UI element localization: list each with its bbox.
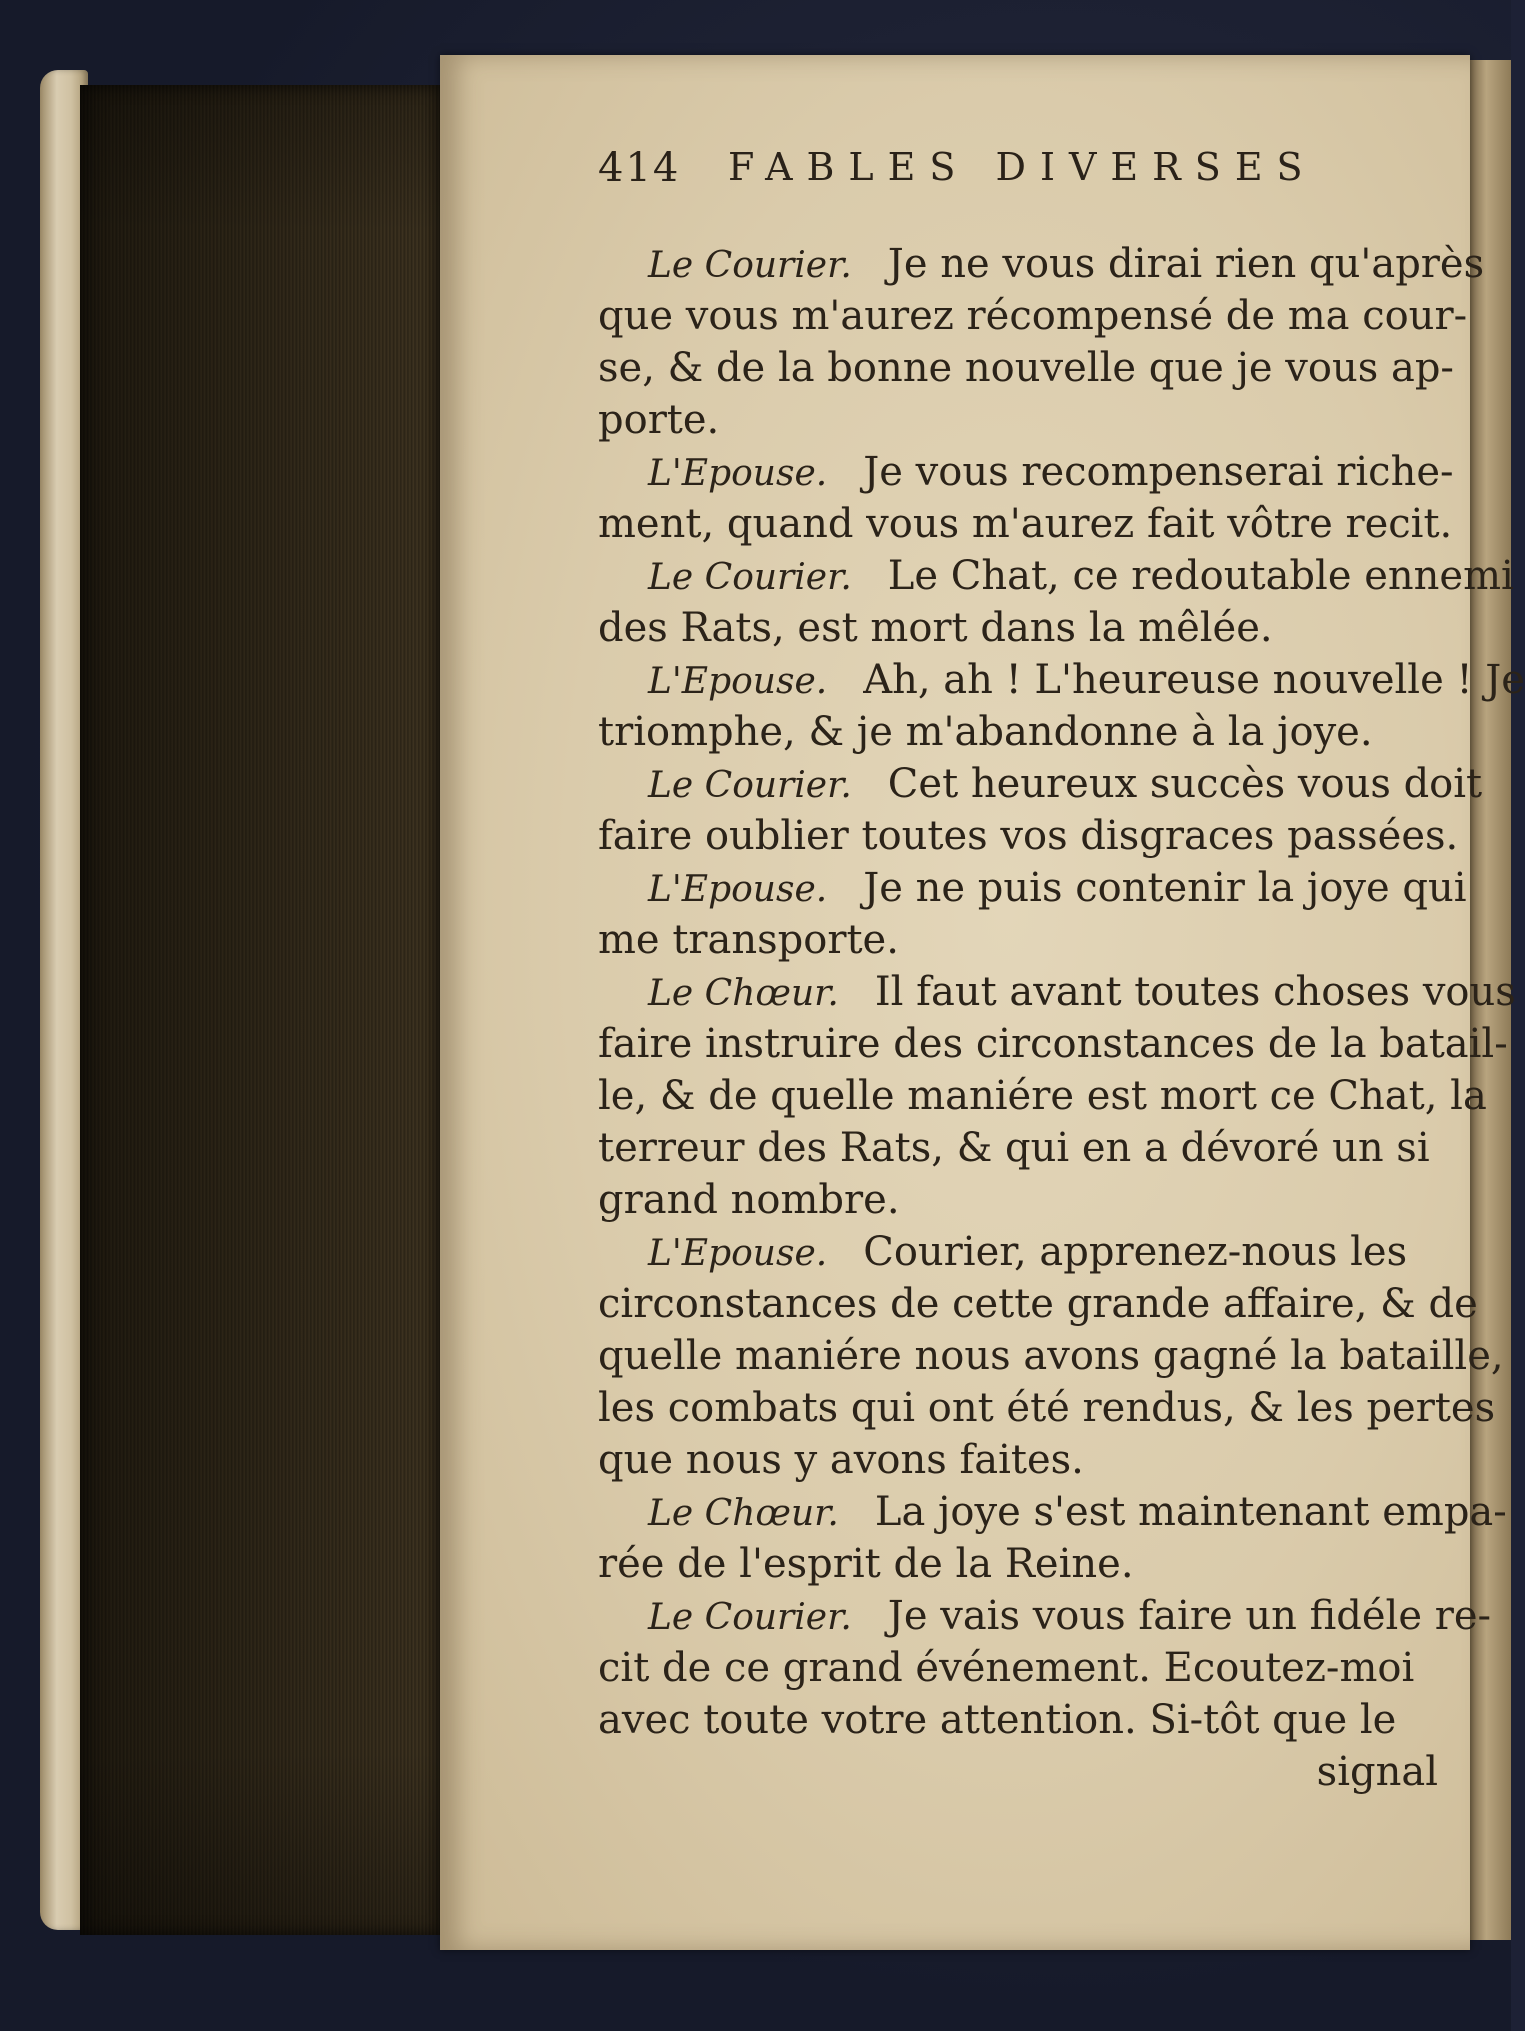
speaker-name: Le Chœur. [648, 973, 839, 1014]
line-text: Je vous recompenserai riche- [863, 449, 1454, 495]
page-edges-shadow [80, 85, 440, 1935]
text-line [598, 1382, 1496, 1434]
text-line [598, 1330, 1504, 1382]
text-line [598, 966, 1516, 1018]
line-text: Courier, apprenez-nous les [863, 1229, 1408, 1275]
text-line [598, 1226, 1438, 1278]
text-line [598, 1070, 1487, 1122]
page-text [598, 238, 1525, 1798]
text-line [598, 1278, 1478, 1330]
line-text: Ah, ah ! L'heureuse nouvelle ! Je [863, 657, 1525, 703]
page-number: 414 [598, 145, 681, 191]
line-text: circonstances de cette grande affaire, & de [598, 1281, 1478, 1327]
line-text: Je vais vous faire un fidéle re- [887, 1593, 1492, 1639]
line-text: faire oublier toutes vos disgraces passées. [598, 813, 1459, 859]
text-line [598, 862, 1467, 914]
text-line [598, 810, 1459, 862]
line-text: porte. [598, 397, 720, 443]
text-line [598, 1122, 1438, 1174]
speaker-name: L'Epouse. [648, 453, 828, 494]
page-header [598, 145, 1338, 201]
line-text: rée de l'esprit de la Reine. [598, 1541, 1134, 1587]
text-line [598, 914, 1438, 966]
speaker-name: Le Courier. [648, 245, 852, 286]
line-text: les combats qui ont été rendus, & les pertes [598, 1385, 1496, 1431]
speaker-name: Le Chœur. [648, 1493, 839, 1534]
catchword: signal [1316, 1749, 1438, 1795]
text-line [598, 706, 1438, 758]
line-text: cit de ce grand événement. Ecoutez-moi [598, 1645, 1415, 1691]
line-text: Je ne vous dirai rien qu'après [887, 241, 1485, 287]
line-text: ment, quand vous m'aurez fait vôtre recit. [598, 501, 1453, 547]
line-text: triomphe, & je m'abandonne à la joye. [598, 709, 1373, 755]
line-text: terreur des Rats, & qui en a dévoré un si [598, 1125, 1430, 1171]
line-text: le, & de quelle maniére est mort ce Chat, la [598, 1073, 1487, 1119]
line-text: que vous m'aurez récompensé de ma cour- [598, 293, 1468, 339]
speaker-name: L'Epouse. [648, 1233, 828, 1274]
speaker-name: Le Courier. [648, 765, 852, 806]
text-line [598, 1538, 1438, 1590]
text-line [598, 1694, 1438, 1746]
text-line [598, 446, 1454, 498]
line-text: grand nombre. [598, 1177, 900, 1223]
text-line [598, 342, 1454, 394]
speaker-name: Le Courier. [648, 1597, 852, 1638]
text-line [598, 550, 1514, 602]
text-line [598, 1642, 1438, 1694]
text-line [598, 758, 1483, 810]
text-line [598, 394, 1438, 446]
line-text: que nous y avons faites. [598, 1437, 1084, 1483]
line-text: des Rats, est mort dans la mêlée. [598, 605, 1273, 651]
line-text: avec toute votre attention. Si-tôt que le [598, 1697, 1397, 1743]
text-line [598, 1486, 1507, 1538]
text-line [598, 1434, 1438, 1486]
text-line [598, 238, 1485, 290]
line-text: se, & de la bonne nouvelle que je vous ap- [598, 345, 1454, 391]
running-head: FABLES DIVERSES [728, 145, 1317, 189]
text-line [598, 654, 1525, 706]
speaker-name: L'Epouse. [648, 661, 828, 702]
speaker-name: L'Epouse. [648, 869, 828, 910]
line-text: faire instruire des circonstances de la batail- [598, 1021, 1508, 1067]
line-text: Cet heureux succès vous doit [887, 761, 1483, 807]
text-line [598, 498, 1453, 550]
text-line [598, 290, 1468, 342]
text-line [598, 602, 1438, 654]
text-line [598, 1174, 1438, 1226]
line-text: La joye s'est maintenant empa- [874, 1489, 1507, 1535]
text-line [598, 1018, 1508, 1070]
line-text: Le Chat, ce redoutable ennemi [887, 553, 1514, 599]
line-text: Il faut avant toutes choses vous [874, 969, 1516, 1015]
text-line [598, 1590, 1492, 1642]
line-text: quelle maniére nous avons gagné la bataille, [598, 1333, 1504, 1379]
line-text: Je ne puis contenir la joye qui [863, 865, 1467, 911]
line-text: me transporte. [598, 917, 899, 963]
speaker-name: Le Courier. [648, 557, 852, 598]
